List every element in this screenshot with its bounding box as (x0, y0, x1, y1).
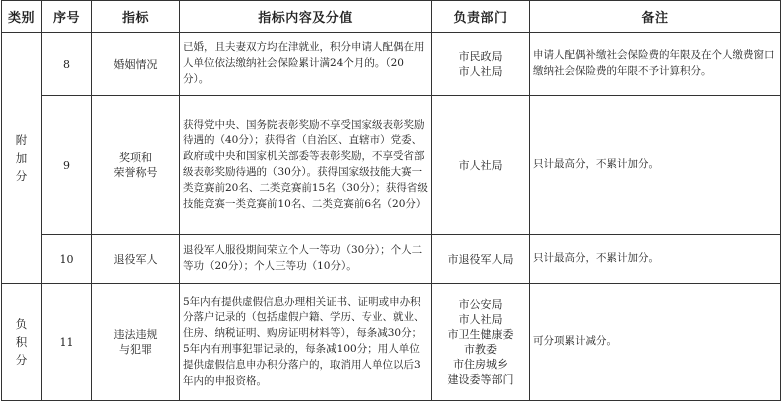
indicator-cell: 婚姻情况 (92, 33, 180, 96)
indicator-cell: 奖项和 荣誉称号 (92, 96, 180, 235)
table-row (2, 235, 781, 284)
department-cell: 市人社局 (432, 96, 530, 235)
table-row (2, 33, 781, 96)
header-indicator: 指标 (92, 1, 180, 33)
serial-cell: 8 (42, 33, 92, 96)
content-cell: 5年内有提供虚假信息办理相关证书、证明或申办积分落户记录的（包括虚假户籍、学历、专业、就业、住房、纳税证明、购房证明材料等），每条减30分；5年内有刑事犯罪记录的，每条减100分；用人单位提供虚假信息申办积分落户的，取消用人单位以后3年内的申报资格。 (180, 284, 432, 401)
category-bonus: 附 加 分 (2, 33, 42, 284)
department-cell: 市民政局 市人社局 (432, 33, 530, 96)
content-cell: 获得党中央、国务院表彰奖励不享受国家级表彰奖励待遇的（40分）；获得省（自治区、直辖市）党委、政府或中央和国家机关部委等表彰奖励，不享受省部级表彰奖励待遇的（30分）。获得国家级技能大赛一类竞赛前20名、二类竞赛前15名（30分）；获得省级技能竞赛一类竞赛前10名、二类竞赛前6名（20分） (180, 96, 432, 235)
table-row (2, 96, 781, 235)
department-cell: 市公安局 市人社局 市卫生健康委 市教委 市住房城乡 建设委等部门 (432, 284, 530, 401)
header-row (2, 1, 781, 33)
serial-cell: 11 (42, 284, 92, 401)
header-serial: 序号 (42, 1, 92, 33)
remarks-cell: 可分项累计减分。 (530, 284, 781, 401)
scoring-table (1, 0, 781, 401)
header-category: 类别 (2, 1, 42, 33)
remarks-cell: 只计最高分，不累计加分。 (530, 96, 781, 235)
table-row (2, 284, 781, 401)
remarks-cell: 申请人配偶补缴社会保险费的年限及在个人缴费窗口缴纳社会保险费的年限不予计算积分。 (530, 33, 781, 96)
header-content: 指标内容及分值 (180, 1, 432, 33)
category-negative: 负 积 分 (2, 284, 42, 401)
serial-cell: 9 (42, 96, 92, 235)
content-cell: 退役军人服役期间荣立个人一等功（30分）；个人二等功（20分）；个人三等功（10分）。 (180, 235, 432, 284)
header-department: 负责部门 (432, 1, 530, 33)
content-cell: 已婚，且夫妻双方均在津就业，积分申请人配偶在用人单位依法缴纳社会保险累计满24个月的。（20分）。 (180, 33, 432, 96)
serial-cell: 10 (42, 235, 92, 284)
header-remarks: 备注 (530, 1, 781, 33)
indicator-cell: 违法违规 与犯罪 (92, 284, 180, 401)
department-cell: 市退役军人局 (432, 235, 530, 284)
indicator-cell: 退役军人 (92, 235, 180, 284)
remarks-cell: 只计最高分，不累计加分。 (530, 235, 781, 284)
